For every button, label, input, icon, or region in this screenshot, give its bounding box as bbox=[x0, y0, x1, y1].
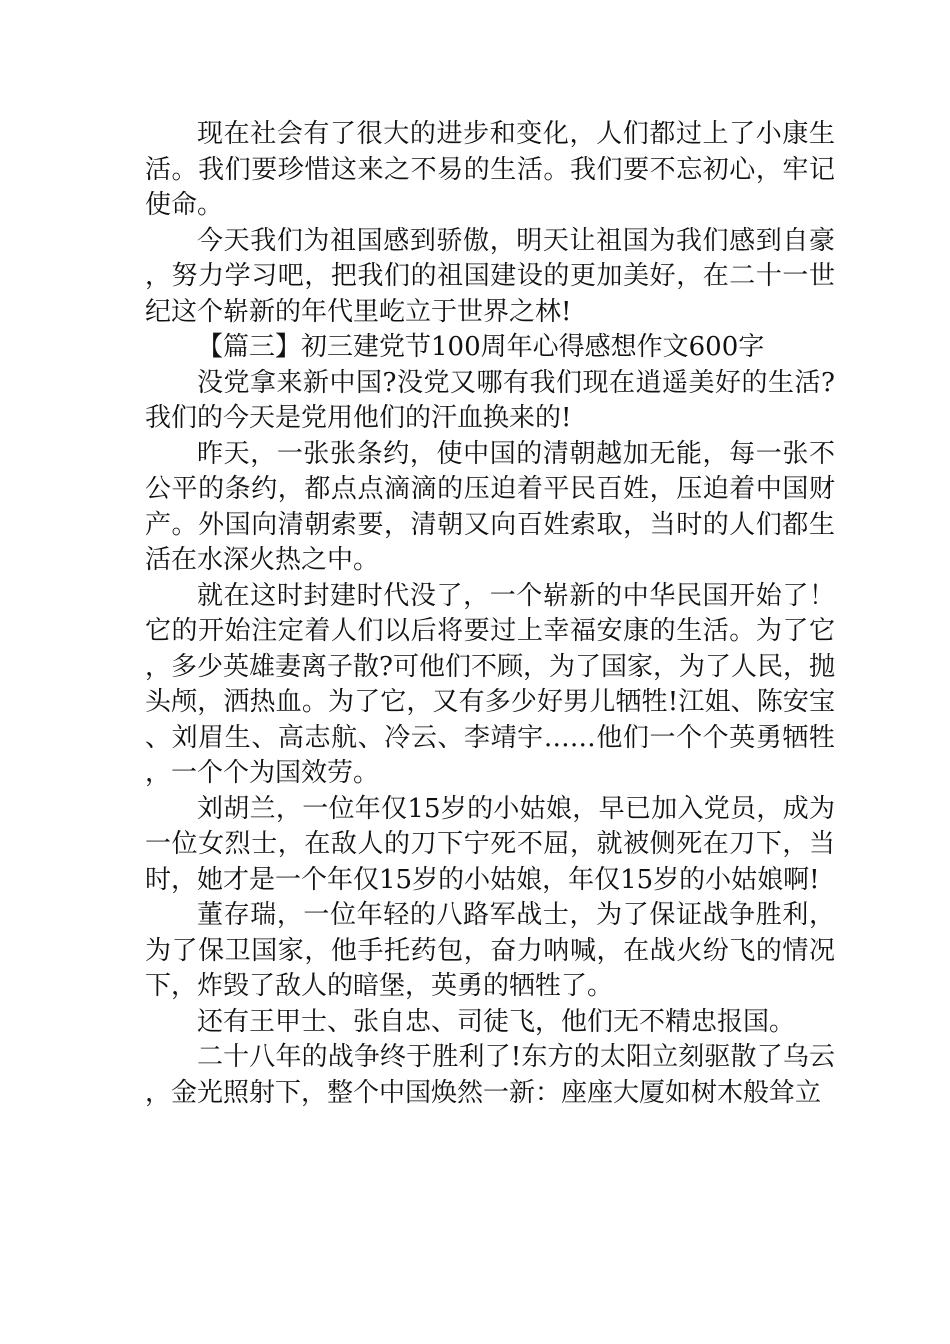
paragraph: 就在这时封建时代没了，一个崭新的中华民国开始了！它的开始注定着人们以后将要过上幸福安康的生活。为了它，多少英雄妻离子散?可他们不顾，为了国家，为了人民，抛头颅，洒热血。为了它，又有多少好男儿牺牲!江姐、陈安宝、刘眉生、高志航、冷云、李靖宇……他们一个个英勇牺牲，一个个为国效劳。 bbox=[145, 580, 835, 788]
paragraph: 现在社会有了很大的进步和变化，人们都过上了小康生活。我们要珍惜这来之不易的生活。我们要不忘初心，牢记使命。 bbox=[145, 119, 835, 220]
document-body bbox=[145, 117, 835, 1111]
paragraph: 还有王甲士、张自忠、司徒飞，他们无不精忠报国。 bbox=[197, 1006, 796, 1037]
section-heading: 【篇三】初三建党节100周年心得感想作文600字 bbox=[197, 332, 765, 362]
paragraph: 今天我们为祖国感到骄傲，明天让祖国为我们感到自豪，努力学习吧，把我们的祖国建设的更加美好，在二十一世纪这个崭新的年代里屹立于世界之林! bbox=[145, 225, 835, 327]
paragraph: 没党拿来新中国?没党又哪有我们现在逍遥美好的生活?我们的今天是党用他们的汗血换来的! bbox=[145, 367, 835, 433]
paragraph: 刘胡兰，一位年仅15岁的小姑娘，早已加入党员，成为一位女烈士，在敌人的刀下宁死不屈，就被侧死在刀下，当时，她才是一个年仅15岁的小姑娘，年仅15岁的小姑娘啊! bbox=[145, 793, 835, 895]
paragraph: 昨天，一张张条约，使中国的清朝越加无能，每一张不公平的条约，都点点滴滴的压迫着平民百姓，压迫着中国财产。外国向清朝索要，清朝又向百姓索取，当时的人们都生活在水深火热之中。 bbox=[145, 438, 835, 575]
paragraph: 二十八年的战争终于胜利了!东方的太阳立刻驱散了乌云，金光照射下，整个中国焕然一新：座座大厦如树木般耸立 bbox=[145, 1042, 835, 1108]
paragraph: 董存瑞，一位年轻的八路军战士，为了保证战争胜利，为了保卫国家，他手托药包，奋力呐喊，在战火纷飞的情况下，炸毁了敌人的暗堡，英勇的牺牲了。 bbox=[145, 900, 835, 1001]
